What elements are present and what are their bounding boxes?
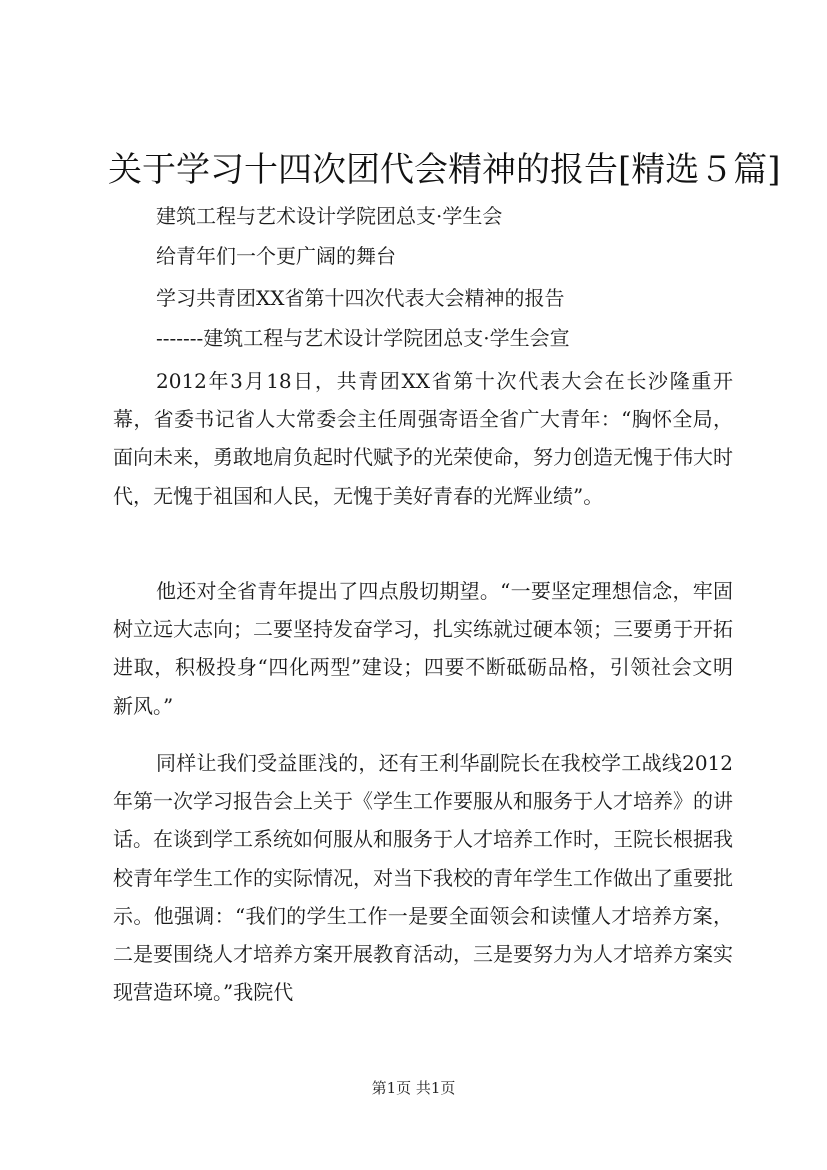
page-footer: 第1页 共1页	[371, 1079, 456, 1097]
header-line-slogan: 给青年们一个更广阔的舞台	[156, 244, 396, 268]
paragraph-3: 同样让我们受益匪浅的，还有王利华副院长在我校学工战线2012年第一次学习报告会上关于《学生工作要服从和服务于人才培养》的讲话。在谈到学工系统如何服从和服务于人才培养工作时，王院长根据我校青年学生工作的实际情况，对当下我校的青年学生工作做出了重要批示。他强调：“我们的学生工作一是要全面领会和读懂人才培养方案，二是要围绕人才培养方案开展教育活动，三是要努力为人才培养方案实现营造环境。”我院代	[113, 751, 733, 1005]
header-line-organization: 建筑工程与艺术设计学院团总支·学生会	[156, 204, 503, 228]
paragraph-1: 2012年3月18日，共青团XX省第十次代表大会在长沙隆重开幕，省委书记省人大常委会主任周强寄语全省广大青年：“胸怀全局，面向未来，勇敢地肩负起时代赋予的光荣使命，努力创造无愧于伟大时代，无愧于祖国和人民，无愧于美好青春的光辉业绩”。	[113, 369, 733, 508]
header-line-report-title: 学习共青团XX省第十四次代表大会精神的报告	[156, 286, 565, 310]
paragraph-2: 他还对全省青年提出了四点殷切期望。“一要坚定理想信念，牢固树立远大志向；二要坚持发奋学习，扎实练就过硬本领；三要勇于开拓进取，积极投身“四化两型”建设；四要不断砥砺品格，引领社会文明新风。”	[113, 579, 733, 718]
header-line-byline: -------建筑工程与艺术设计学院团总支·学生会宣	[156, 326, 570, 350]
document-title: 关于学习十四次团代会精神的报告[精选５篇]	[108, 150, 781, 190]
